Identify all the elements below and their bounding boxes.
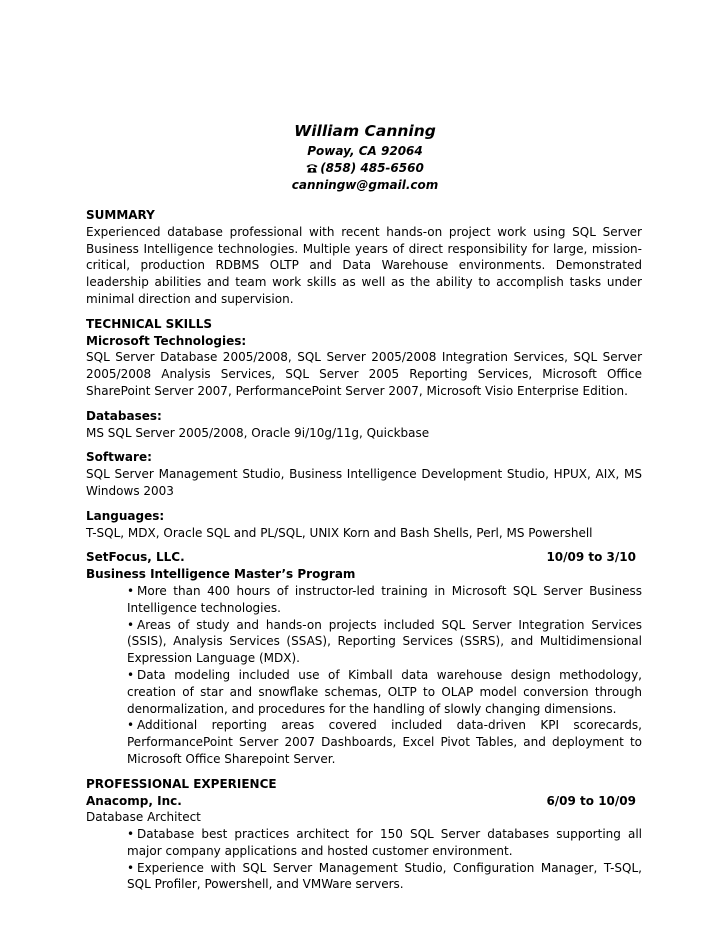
setfocus-dates: 10/09 to 3/10 [546,550,636,565]
candidate-name: William Canning [294,122,436,140]
list-item: • Data modeling included use of Kimball data warehouse design methodology, creation of star and snowflake schemas, OLTP to OLAP model conversion through denormalization, and procedures for the handling of slowly changing dimensions. [127,667,642,716]
list-item: • Experience with SQL Server Management Studio, Configuration Manager, T-SQL, SQL Profiler, Powershell, and VMWare servers. [127,860,642,892]
software-label: Software: [86,450,152,465]
setfocus-row [86,549,642,566]
microsoft-technologies-text: SQL Server Database 2005/2008, SQL Server 2005/2008 Integration Services, SQL Server 2005/2008 Analysis Services, SQL Server 2005 Reporting Services, Microsoft Office SharePoint Server 2007, PerformancePoint Server 2007, Microsoft Visio Enterprise Edition. [86,350,642,398]
telephone-icon [306,163,318,173]
technical-skills-heading: TECHNICAL SKILLS [86,316,212,331]
bullet-icon: • [127,617,135,632]
candidate-phone: (858) 485-6560 [0,160,728,176]
bullet-icon: • [127,583,135,598]
setfocus-program: Business Intelligence Master’s Program [86,567,356,582]
databases-label: Databases: [86,408,162,423]
candidate-email: canningw@gmail.com [291,178,439,192]
anacomp-org: Anacomp, Inc. [86,793,182,808]
professional-experience-heading: PROFESSIONAL EXPERIENCE [86,776,277,791]
bullet-icon: • [127,667,135,682]
list-item: • Database best practices architect for 150 SQL Server databases supporting all major company applications and hosted customer environment. [127,827,642,858]
list-item: • Areas of study and hands-on projects included SQL Server Integration Services (SSIS), Analysis Services (SSAS), Reporting Services (SSRS), and Multidimensional Expression Language (MDX). [127,617,642,666]
software-text: SQL Server Management Studio, Business Intelligence Development Studio, HPUX, AIX, MS Windows 2003 [86,467,642,498]
setfocus-org: SetFocus, LLC. [86,550,185,565]
job-title: Database Architect [86,810,201,825]
anacomp-dates: 6/09 to 10/09 [546,793,636,808]
list-item: • Additional reporting areas covered included data-driven KPI scorecards, PerformancePoint Server 2007 Dashboards, Excel Pivot Tables, and deployment to Microsoft Office Sharepoint Server. [127,718,642,766]
anacomp-row [86,793,642,810]
candidate-address: Poway, CA 92064 [307,144,423,158]
summary-heading: SUMMARY [86,208,155,222]
databases-text: MS SQL Server 2005/2008, Oracle 9i/10g/11g, Quickbase [86,425,430,440]
languages-text: T-SQL, MDX, Oracle SQL and PL/SQL, UNIX Korn and Bash Shells, Perl, MS Powershell [86,525,593,540]
anacomp-bullet-list [86,826,642,893]
resume-body [86,207,642,893]
summary-text: Experienced database professional with recent hands-on project work using SQL Server Business Intelligence technologies. Multiple years of direct responsibility for large, mission-critical, production RDBMS OLTP and Data Warehouse environments. Demonstrated leadership abilities and team work skills as well as the ability to accomplish tasks under minimal direction and supervision. [86,224,642,306]
list-item: • More than 400 hours of instructor-led training in Microsoft SQL Server Business Intelligence technologies. [127,583,642,615]
bullet-icon: • [127,827,135,842]
bullet-icon: • [127,718,135,733]
languages-label: Languages: [86,508,165,523]
setfocus-bullet-list [86,583,642,768]
microsoft-technologies-label: Microsoft Technologies: [86,333,247,348]
bullet-icon: • [127,860,135,875]
